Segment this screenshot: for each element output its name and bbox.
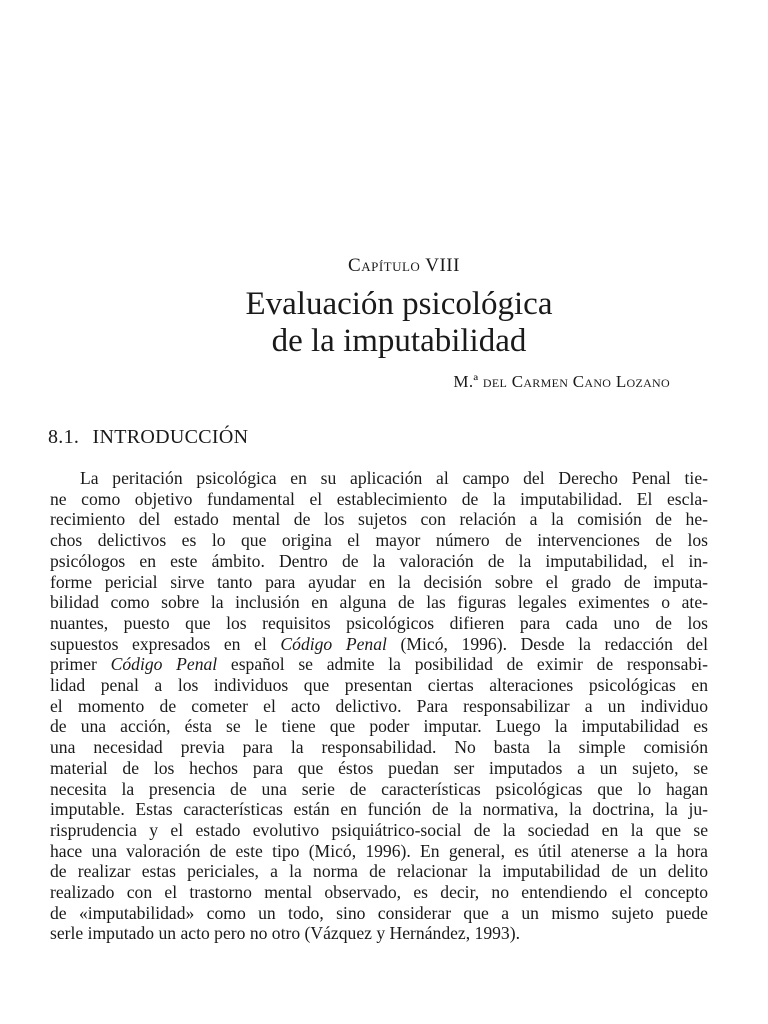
chapter-title — [0, 286, 768, 360]
body-line: ne como objetivo fundamental el establecimiento de la imputabilidad. El escla- — [50, 488, 708, 509]
body-line: necesita la presencia de una serie de características psicológicas que lo hagan — [50, 778, 708, 799]
chapter-label-text: Capítulo VIII — [348, 255, 460, 276]
body-line: psicólogos en este ámbito. Dentro de la valoración de la imputabilidad, el in- — [50, 550, 708, 571]
body-line: chos delictivos es lo que origina el mayor número de intervenciones de los — [50, 530, 708, 551]
body-line: nuantes, puesto que los requisitos psicológicos difieren para cada uno de los — [50, 612, 708, 633]
body-line: realizado con el trastorno mental observado, es decir, no entendiendo el concepto — [50, 882, 708, 903]
body-line: de realizar estas periciales, a la norma de relacionar la imputabilidad de un delito — [50, 861, 708, 882]
section-number: 8.1. — [48, 426, 80, 448]
chapter-label — [0, 255, 768, 277]
body-line-with-italic: supuestos expresados en el Código Penal (Micó, 1996). Desde la redacción del — [50, 633, 709, 654]
body-line: de «imputabilidad» como un todo, sino considerar que a un mismo sujeto puede — [50, 902, 708, 923]
body-line: La peritación psicológica en su aplicación al campo del Derecho Penal tie- — [80, 468, 708, 488]
chapter-title-line-1: Evaluación psicológica — [245, 286, 553, 322]
author-name: M.ª del Carmen Cano Lozano — [453, 372, 670, 391]
section-title: INTRODUCCIÓN — [92, 426, 249, 448]
body-line: forme pericial sirve tanto para ayudar en la decisión sobre el grado de imputa- — [50, 571, 708, 592]
chapter-title-line-2: de la imputabilidad — [271, 323, 527, 359]
body-line: hace una valoración de este tipo (Micó, 1996). En general, es útil atenerse a la hora — [50, 840, 708, 861]
body-line: de una acción, ésta se le tiene que poder imputar. Luego la imputabilidad es — [50, 716, 708, 737]
body-line: recimiento del estado mental de los sujetos con relación a la comisión de he- — [50, 509, 708, 530]
body-line: serle imputado un acto pero no otro (Vázquez y Hernández, 1993). — [50, 923, 520, 944]
body-line: imputable. Estas características están en función de la normativa, la doctrina, la ju- — [50, 799, 708, 820]
body-line: risprudencia y el estado evolutivo psiquiátrico-social de la sociedad en la que se — [50, 819, 708, 840]
body-line: una necesidad previa para la responsabilidad. No basta la simple comisión — [50, 737, 708, 758]
body-line: lidad penal a los individuos que presentan ciertas alteraciones psicológicas en — [50, 675, 708, 696]
italic-title: Código Penal — [110, 654, 218, 675]
body-line: el momento de cometer el acto delictivo. Para responsabilizar a un individuo — [50, 695, 708, 716]
body-line-with-italic: primer Código Penal español se admite la posibilidad de eximir de responsabi- — [50, 654, 708, 675]
body-line: bilidad como sobre la inclusión en alguna de las figuras legales eximentes o ate- — [50, 592, 708, 613]
section-heading — [48, 426, 248, 449]
body-paragraph — [50, 468, 708, 944]
body-line: material de los hechos para que éstos puedan ser imputados a un sujeto, se — [50, 757, 708, 778]
italic-title: Código Penal — [280, 633, 387, 654]
